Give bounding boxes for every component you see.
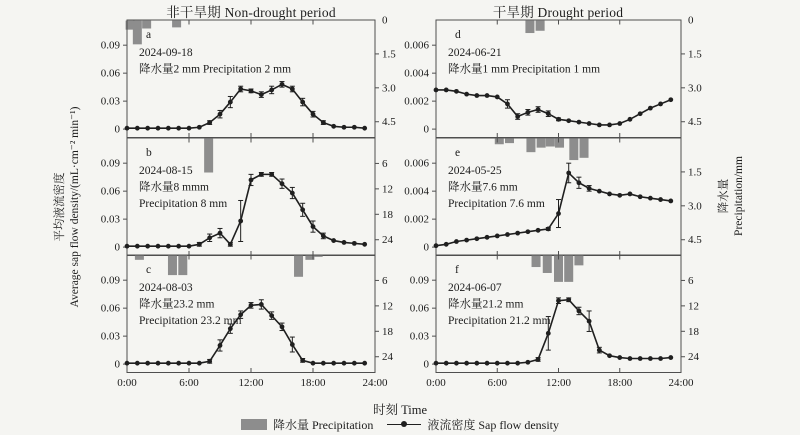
svg-text:0.03: 0.03 <box>100 95 120 108</box>
x-tick-label: 24:00 <box>668 377 694 389</box>
x-tick-label: 24:00 <box>362 377 388 389</box>
x-tick-label: 18:00 <box>300 377 326 389</box>
x-tick-label: 0:00 <box>426 377 446 389</box>
x-axis-label: 时刻 Time <box>372 403 428 417</box>
y-axis-label-left-en: Average sap flow density/(mL·cm⁻² min⁻¹) <box>69 106 81 308</box>
panel-c-chart <box>89 248 411 387</box>
svg-text:24: 24 <box>382 351 393 364</box>
svg-text:12: 12 <box>382 300 393 313</box>
svg-text:0.09: 0.09 <box>100 157 120 170</box>
y-axis-label-right-en: Precipitation/mm <box>733 156 745 236</box>
svg-text:0.06: 0.06 <box>100 67 120 80</box>
svg-text:降水量8 mmm: 降水量8 mmm <box>139 181 209 193</box>
svg-text:0: 0 <box>423 123 429 136</box>
svg-text:d: d <box>455 29 461 41</box>
precipitation-swatch-icon <box>241 419 267 430</box>
svg-text:0: 0 <box>423 358 429 371</box>
legend-precipitation-label: 降水量 Precipitation <box>273 417 374 432</box>
svg-text:0: 0 <box>423 241 429 254</box>
y-axis-label-left <box>53 47 83 367</box>
svg-text:Precipitation 8 mm: Precipitation 8 mm <box>139 197 228 210</box>
svg-text:1.5: 1.5 <box>688 165 702 178</box>
svg-text:6: 6 <box>382 157 388 170</box>
svg-text:0: 0 <box>382 14 388 27</box>
svg-text:4.5: 4.5 <box>688 233 702 246</box>
y-axis-label-right-cn: 降水量 <box>718 178 730 214</box>
svg-text:降水量1 mm Precipitation 1 mm: 降水量1 mm Precipitation 1 mm <box>448 63 601 76</box>
svg-text:6: 6 <box>382 274 388 287</box>
svg-text:2024-06-21: 2024-06-21 <box>448 47 502 59</box>
legend-sapflow-label: 液流密度 Sap flow density <box>427 417 559 432</box>
legend-item-precipitation <box>241 416 373 433</box>
svg-text:0.03: 0.03 <box>100 330 120 343</box>
svg-text:0.03: 0.03 <box>100 213 120 226</box>
svg-text:0.006: 0.006 <box>404 157 429 170</box>
sapflow-line-swatch-icon <box>387 420 421 429</box>
svg-text:6: 6 <box>688 274 694 287</box>
svg-text:12: 12 <box>688 300 699 313</box>
svg-text:a: a <box>146 29 152 41</box>
column-title-drought: 干旱期 Drought period <box>492 5 624 20</box>
legend <box>0 414 800 434</box>
svg-text:2024-08-15: 2024-08-15 <box>139 164 193 177</box>
column-title-non-drought: 非干旱期 Non-drought period <box>166 5 336 20</box>
x-tick-label: 0:00 <box>117 377 137 389</box>
svg-text:3.0: 3.0 <box>688 199 702 212</box>
svg-text:4.5: 4.5 <box>382 116 396 129</box>
svg-text:0.09: 0.09 <box>409 274 429 287</box>
svg-text:0.03: 0.03 <box>409 330 429 343</box>
svg-text:0.06: 0.06 <box>100 185 120 198</box>
x-tick-label: 12:00 <box>545 377 572 389</box>
svg-text:0.004: 0.004 <box>404 67 429 80</box>
svg-text:降水量2 mm Precipitation 2 mm: 降水量2 mm Precipitation 2 mm <box>139 63 292 76</box>
svg-text:2024-09-18: 2024-09-18 <box>139 47 193 59</box>
x-tick-label: 6:00 <box>487 377 508 389</box>
svg-text:2024-08-03: 2024-08-03 <box>139 282 193 294</box>
svg-text:18: 18 <box>382 325 393 338</box>
svg-text:0.004: 0.004 <box>404 185 429 198</box>
svg-text:b: b <box>146 146 152 159</box>
svg-text:0.09: 0.09 <box>100 274 120 287</box>
svg-text:Precipitation 21.2 mm: Precipitation 21.2 mm <box>448 315 551 327</box>
svg-text:3.0: 3.0 <box>382 82 396 95</box>
svg-text:e: e <box>455 146 461 159</box>
svg-text:降水量7.6 mm: 降水量7.6 mm <box>448 181 518 193</box>
y-axis-label-left-cn: 平均液流密度 <box>54 172 66 242</box>
svg-text:0.002: 0.002 <box>404 95 429 108</box>
svg-text:0: 0 <box>114 123 120 136</box>
svg-text:0: 0 <box>114 241 120 254</box>
x-tick-label: 6:00 <box>179 377 199 389</box>
svg-text:4.5: 4.5 <box>688 116 702 129</box>
svg-text:2024-05-25: 2024-05-25 <box>448 164 502 177</box>
svg-text:0.002: 0.002 <box>404 213 429 226</box>
x-tick-label: 18:00 <box>607 377 633 389</box>
x-tick-label: 12:00 <box>238 377 264 389</box>
svg-text:1.5: 1.5 <box>382 48 396 61</box>
svg-text:c: c <box>146 264 152 276</box>
svg-text:0.09: 0.09 <box>100 39 120 52</box>
svg-text:降水量23.2 mm: 降水量23.2 mm <box>139 298 215 311</box>
svg-text:18: 18 <box>382 208 393 221</box>
svg-text:3.0: 3.0 <box>688 82 702 95</box>
svg-text:0.06: 0.06 <box>409 302 429 315</box>
y-axis-label-right <box>717 36 747 356</box>
svg-text:f: f <box>455 264 459 276</box>
svg-text:12: 12 <box>382 182 393 195</box>
svg-text:Precipitation 23.2 mm: Precipitation 23.2 mm <box>139 315 242 327</box>
svg-text:降水量21.2 mm: 降水量21.2 mm <box>448 298 524 311</box>
svg-text:24: 24 <box>688 351 699 364</box>
panel-f-chart <box>398 248 717 387</box>
svg-text:0.06: 0.06 <box>100 302 120 315</box>
svg-text:0: 0 <box>688 14 694 27</box>
legend-item-sapflow <box>387 416 559 433</box>
svg-text:2024-06-07: 2024-06-07 <box>448 282 502 294</box>
svg-text:1.5: 1.5 <box>688 48 702 61</box>
svg-text:0.006: 0.006 <box>404 39 429 52</box>
svg-text:0: 0 <box>114 358 120 371</box>
svg-text:Precipitation 7.6 mm: Precipitation 7.6 mm <box>448 197 545 210</box>
svg-text:18: 18 <box>688 325 699 338</box>
svg-text:24: 24 <box>382 233 393 246</box>
